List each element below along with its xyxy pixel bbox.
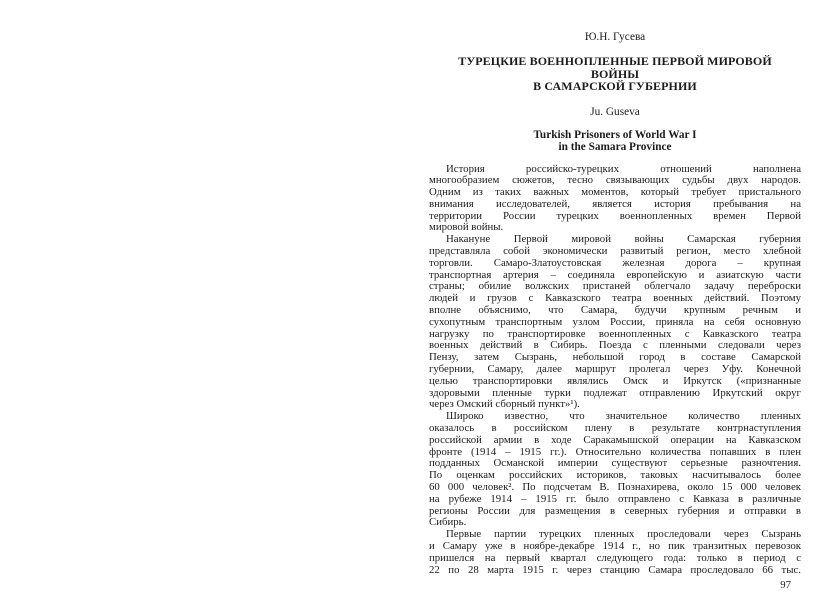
body-line: территории России турецких военнопленных времен Первой — [429, 210, 801, 222]
text-column — [429, 31, 801, 591]
body-line: представляла собой экономически развитый регион, место хлебной — [429, 246, 801, 258]
body-line: военных действий в Сибирь. Поезда с пленными следовали через — [429, 340, 801, 352]
body-line: Широко известно, что значительное количество пленных — [446, 411, 801, 423]
body-line: нагрузку по транспортировке военнопленных с Кавказского театра — [429, 328, 801, 340]
body-line: вполне объяснимо, что Самара, будучи крупным речным и — [429, 305, 801, 317]
body-line: транспортная артерия – соединяла европейскую и азиатскую части — [429, 269, 801, 281]
body-line: российской армии в ходе Саракамышской операции на Кавказском — [429, 434, 801, 446]
body-line: целью транспортировки являлись Омск и Иркутск («признанные — [429, 375, 801, 387]
title-russian-line: ТУРЕЦКИЕ ВОЕННОПЛЕННЫЕ ПЕРВОЙ МИРОВОЙ — [458, 54, 772, 68]
title-english — [429, 129, 801, 153]
body-line: многообразием сюжетов, тесно связывающих судьбы двух народов. — [429, 175, 801, 187]
body-line: людей и грузов с Кавказского театра военных действий. Поэтому — [429, 293, 801, 305]
body-line: торговли. Самаро-Златоустовская железная дорога – крупная — [429, 257, 801, 269]
body-line: здоровыми пленные турки подлежат отправлению Иркутский округ — [429, 387, 801, 399]
body-line: По оценкам российских историков, таковых насчитывалось более — [429, 470, 801, 482]
article-body — [429, 164, 801, 577]
body-line: регионы России для размещения в северных губерния и отправки в — [429, 505, 801, 517]
body-line: 60 000 человек². По подсчетам В. Познахирева, около 15 000 человек — [429, 482, 801, 494]
body-line: через Омский сборный пункт»¹). — [429, 399, 580, 411]
body-line: Одним из таких важных моментов, который требует пристального — [429, 187, 801, 199]
body-line: и Самару уже в ноябре-декабре 1914 г., но пик транзитных перевозок — [429, 541, 801, 552]
body-line: страны; обилие волжских пристаней облегчало задачу переброски — [429, 281, 801, 293]
paragraph — [429, 234, 801, 411]
body-line: 22 по 28 марта 1915 г. через станцию Самара проследовало 66 тыс. — [429, 564, 801, 576]
body-line: сухопутным транспортным узлом России, приняла на себя основную — [429, 316, 801, 328]
body-line: пришелся на первый квартал следующего года: только в период с — [429, 552, 801, 564]
body-line: фронте (1914 – 1915 гг.). Относительно количества попавших в плен — [429, 446, 801, 458]
body-line: История российско-турецких отношений наполнена — [446, 163, 801, 175]
body-line: оказалось в российском плену в результате контрнаступления — [429, 423, 801, 435]
body-line: Накануне Первой мировой войны Самарская губерния — [446, 234, 801, 246]
page-number: 97 — [780, 579, 791, 592]
title-english-line: Turkish Prisoners of World War I — [533, 128, 697, 141]
author-russian: Ю.Н. Гусева — [584, 31, 646, 43]
body-line: подданных Османской империи существуют серьезные разночтения. — [429, 458, 801, 470]
body-line: мировой войны. — [429, 222, 504, 234]
title-russian-line: В САМАРСКОЙ ГУБЕРНИИ — [533, 79, 697, 93]
body-line: Пензу, затем Сызрань, небольшой город в составе Самарской — [429, 352, 801, 364]
title-russian-line: ВОЙНЫ — [590, 66, 640, 81]
paragraph — [429, 529, 801, 576]
paragraph — [429, 164, 801, 235]
title-english-line: in the Samara Province — [558, 140, 672, 153]
body-line: губернии, Самару, далее маршрут пролегал через Уфу. Конечной — [429, 364, 801, 376]
author-english: Ju. Guseva — [590, 105, 640, 118]
body-line: Первые партии турецких пленных проследовали через Сызрань — [446, 529, 801, 541]
title-russian — [429, 55, 801, 93]
body-line: внимания исследователей, является история пребывания на — [429, 198, 801, 210]
paragraph — [429, 411, 801, 529]
body-line: на рубеже 1914 – 1915 гг. было отправлено с Кавказа в различные — [429, 493, 801, 505]
body-line: Сибирь. — [429, 517, 467, 529]
